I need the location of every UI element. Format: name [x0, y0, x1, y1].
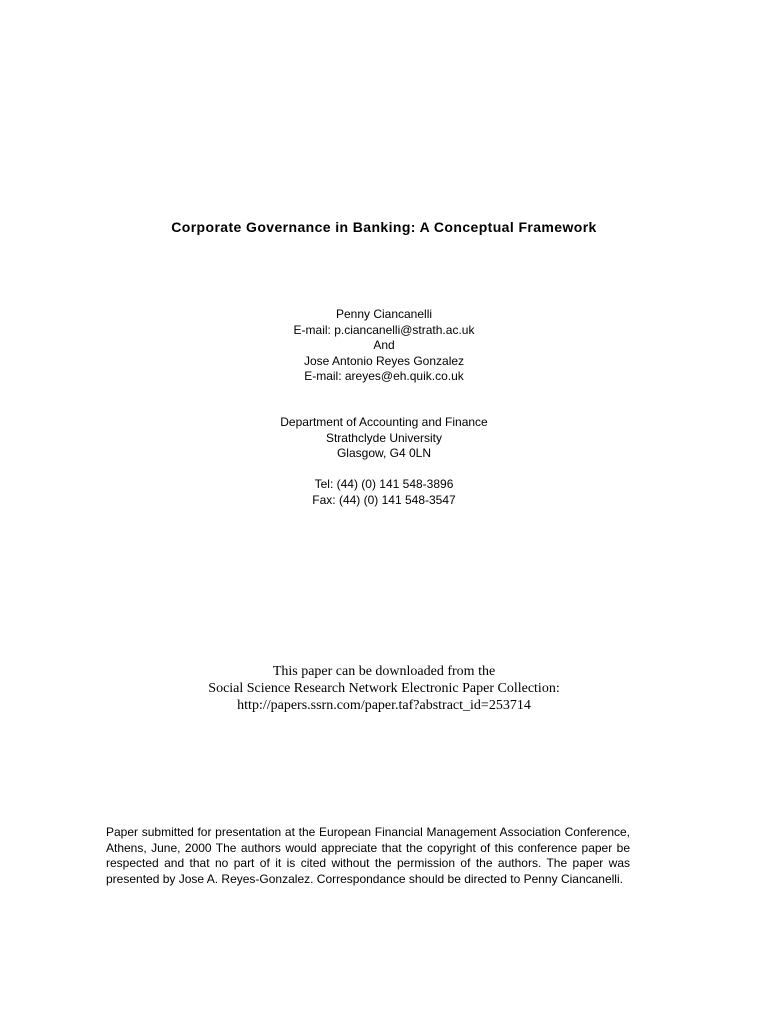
submission-note: Paper submitted for presentation at the European Financial Management Association Conference, Athens, June, 2000 The authors would appreciate that the copyright of this conference paper be respected and that no part of it is cited without the permission of the authors. The paper was presented by Jose A. Reyes-Gonzalez. Correspondance should be directed to Penny Ciancanelli.	[106, 825, 630, 887]
paper-title: Corporate Governance in Banking: A Conceptual Framework	[171, 219, 597, 235]
author-email: E-mail: p.ciancanelli@strath.ac.uk	[293, 322, 475, 337]
author-conjunction: And	[373, 338, 395, 353]
affiliation-address	[0, 415, 768, 462]
telephone: Tel: (44) (0) 141 548-3896	[314, 477, 454, 491]
author-email: E-mail: areyes@eh.quik.co.uk	[304, 369, 464, 384]
download-line: Social Science Research Network Electronic Paper Collection:	[208, 681, 560, 696]
contact-numbers	[0, 477, 768, 508]
author-name: Jose Antonio Reyes Gonzalez	[303, 353, 465, 368]
fax: Fax: (44) (0) 141 548-3547	[312, 492, 456, 507]
download-url: http://papers.ssrn.com/paper.taf?abstract_id=253714	[237, 698, 531, 713]
university: Strathclyde University	[325, 430, 443, 445]
download-notice	[0, 663, 768, 714]
department: Department of Accounting and Finance	[280, 415, 488, 429]
city-postcode: Glasgow, G4 0LN	[336, 446, 432, 461]
author-name: Penny Ciancanelli	[335, 307, 433, 321]
authors-block	[0, 307, 768, 385]
download-line: This paper can be downloaded from the	[272, 664, 496, 679]
